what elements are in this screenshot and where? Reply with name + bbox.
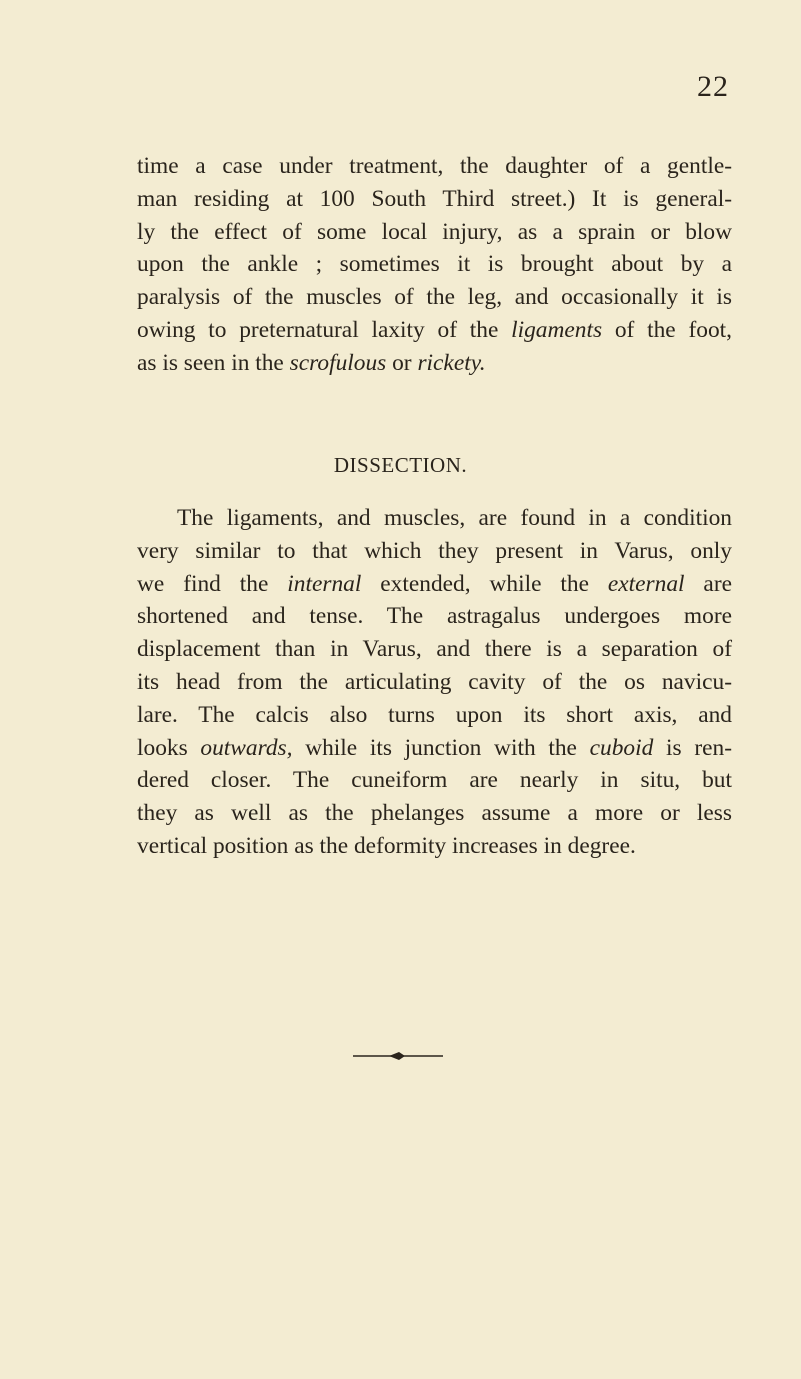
text-line: very similar to that which they present in Varus, only	[137, 537, 732, 564]
text-line: time a case under treatment, the daughter of a gentle-	[137, 153, 732, 179]
text-segment: or	[386, 349, 418, 376]
italic-term-rickety: rickety.	[417, 349, 486, 376]
italic-term-outwards: outwards,	[200, 734, 293, 761]
text-segment: as is seen in the	[137, 349, 290, 376]
text-segment: of the foot,	[614, 316, 732, 343]
text-line	[137, 347, 732, 380]
paragraph-dissection	[137, 502, 732, 863]
text-segment: looks	[137, 734, 201, 761]
italic-term-internal: internal	[287, 570, 362, 597]
section-end-rule-icon	[353, 1050, 443, 1062]
text-segment: we find the	[137, 570, 288, 597]
italic-term-ligaments: ligaments	[511, 316, 603, 343]
text-line: displacement than in Varus, and there is a separation of	[137, 636, 732, 663]
text-line	[137, 314, 732, 347]
text-line: ly the effect of some local injury, as a sprain or blow	[137, 218, 732, 245]
text-segment: extended, while the	[361, 570, 608, 597]
text-line: paralysis of the muscles of the leg, and occasionally it is	[137, 284, 732, 311]
text-line: vertical position as the deformity increases in degree.	[137, 832, 636, 859]
text-line: The ligaments, and muscles, are found in a condition	[177, 505, 732, 531]
page-number: 22	[697, 70, 729, 103]
text-line: dered closer. The cuneiform are nearly in situ, but	[137, 767, 732, 794]
text-segment: are	[684, 570, 732, 597]
italic-term-scrofulous: scrofulous	[289, 349, 387, 376]
text-line	[137, 568, 732, 601]
text-line: its head from the articulating cavity of the os navicu-	[137, 668, 732, 695]
section-heading: DISSECTION.	[333, 453, 468, 477]
text-line: lare. The calcis also turns upon its short axis, and	[137, 701, 732, 728]
text-line: they as well as the phelanges assume a more or less	[137, 800, 732, 827]
text-line: shortened and tense. The astragalus undergoes more	[137, 603, 732, 630]
text-line	[137, 732, 732, 765]
italic-term-external: external	[607, 570, 685, 597]
text-segment: while its junction with the	[292, 734, 590, 761]
text-segment: owing to preternatural laxity of the	[137, 316, 512, 343]
italic-term-cuboid: cuboid	[589, 734, 654, 761]
paragraph-continued	[137, 150, 732, 380]
text-line: upon the ankle ; sometimes it is brought about by a	[137, 251, 732, 278]
text-segment: is ren-	[653, 734, 732, 761]
text-line: man residing at 100 South Third street.) It is general-	[137, 185, 732, 212]
